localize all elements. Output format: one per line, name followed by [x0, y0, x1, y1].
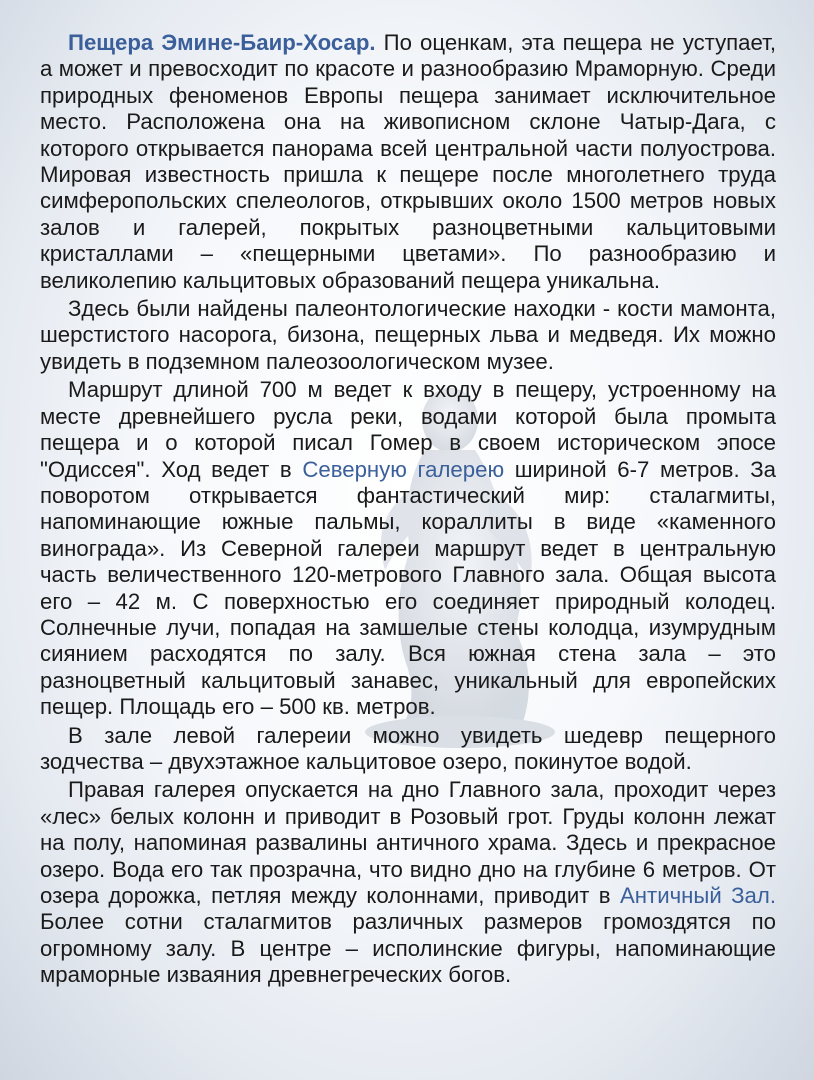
paragraph-finds [40, 296, 776, 375]
paragraph-text: Более сотни сталагмитов различных размеров громоздятся по огромному залу. В центре – исполинские фигуры, напоминающие мраморные изваяния древнегреческих богов. [40, 909, 776, 988]
northern-gallery-link[interactable]: Северную галерею [302, 456, 505, 482]
paragraph-text: В зале левой галереии можно увидеть шедевр пещерного зодчества – двухэтажное кальцитовое озеро, покинутое водой. [40, 722, 776, 774]
paragraph-intro [40, 30, 776, 294]
antique-hall-link[interactable]: Античный Зал. [619, 883, 776, 908]
paragraph-text: По оценкам, эта пещера не уступает, а может и превосходит по красоте и разнообразию Мраморную. Среди природных феноменов Европы пещера занимает исключительное место. Расположена она на живописном склоне Чатыр-Дага, с которого открывается панорама всей центральной части полуострова. Мировая известность пришла к пещере после многолетнего труда симферопольских спелеологов, открывших около 1500 метров новых залов и галерей, покрытых разноцветными кальцитовыми кристаллами – «пещерными цветами». По разнообразию и великолепию кальцитовых образований пещера уникальна. [40, 30, 776, 293]
paragraph-route [40, 377, 776, 720]
paragraph-text: Правая галерея опускается на дно Главного зала, проходит через «лес» белых колонн и приводит в Розовый грот. Груды колонн лежат на полу, напоминая развалины античного храма. Здесь и прекрасное озеро. Вода его так прозрачна, что видно дно на глубине 6 метров. От озера дорожка, петляя между колоннами, приводит в [40, 777, 776, 908]
article-title: Пещера Эмине-Баир-Хосар. [68, 30, 376, 55]
article [40, 30, 776, 989]
paragraph-right-gallery [40, 777, 776, 988]
paragraph-text: Маршрут длиной 700 м ведет к входу в пещеру, устроенному на месте древнейшего русла реки, водами которой была промыта пещера и о которой писал Гомер в своем историческом эпосе "Одиссея". Ход ведет в [40, 377, 776, 482]
paragraph-text: шириной 6-7 метров. За поворотом открывается фантастический мир: сталагмиты, напоминающие южные пальмы, кораллиты в виде «каменного винограда». Из Северной галереи маршрут ведет в центральную часть величественного 120-метрового Главного зала. Общая высота его – 42 м. С поверхностью его соединяет природный колодец. Солнечные лучи, попадая на замшелые стены колодца, изумрудным сиянием расходятся по залу. Вся южная стена зала – это разноцветный кальцитовый занавес, уникальный для европейских пещер. Площадь его – 500 кв. метров. [40, 456, 776, 720]
paragraph-text: Здесь были найдены палеонтологические находки - кости мамонта, шерстистого насорога, бизона, пещерных льва и медведя. Их можно увидеть в подземном палеозоологическом музее. [40, 296, 776, 374]
paragraph-left-gallery [40, 723, 776, 776]
